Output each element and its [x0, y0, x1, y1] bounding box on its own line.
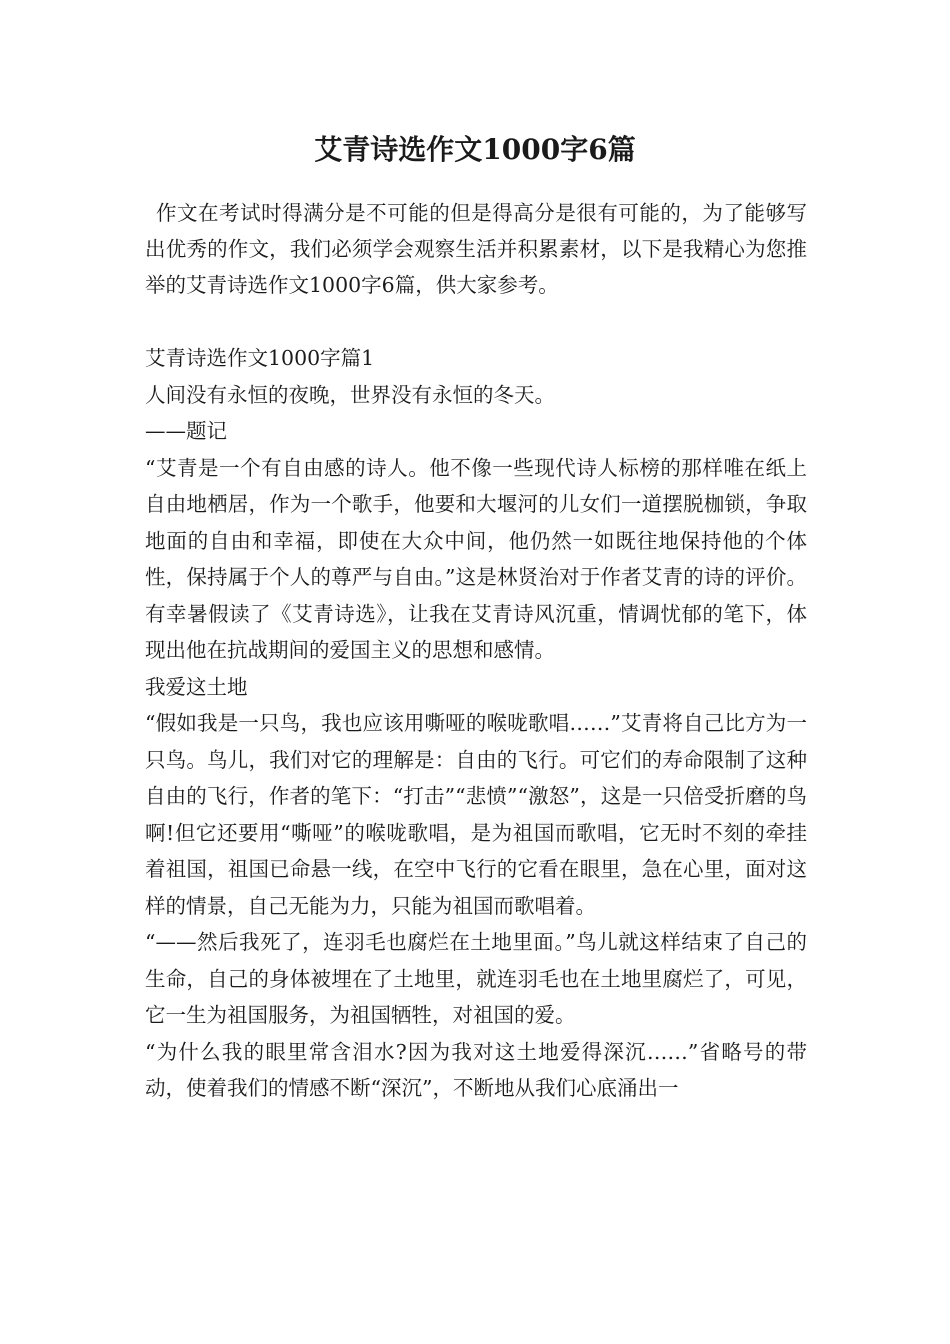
section-heading: 艾青诗选作文1000字篇1: [145, 346, 375, 370]
intro-section: [145, 195, 807, 303]
body-paragraph: “为什么我的眼里常含泪水?因为我对这土地爱得深沉……”省略号的带动，使着我们的情感不断“深沉”，不断地从我们心底涌出一: [145, 1039, 807, 1100]
body-paragraph: “假如我是一只鸟，我也应该用嘶哑的喉咙歌唱……”艾青将自己比方为一只鸟。鸟儿，我们对它的理解是：自由的飞行。可它们的寿命限制了这种自由的飞行，作者的笔下：“打击”“悲愤”“激怒”，这是一只倍受折磨的鸟啊!但它还要用“嘶哑”的喉咙歌唱，是为祖国而歌唱，它无时不刻的牵挂着祖国，祖国已命悬一线，在空中飞行的它看在眼里，急在心里，面对这样的情景，自己无能为力，只能为祖国而歌唱着。: [145, 711, 807, 918]
subheading: 我爱这土地: [145, 674, 248, 699]
body-paragraph: “——然后我死了，连羽毛也腐烂在土地里面。”鸟儿就这样结束了自己的生命，自己的身体被埋在了土地里，就连羽毛也在土地里腐烂了，可见，它一生为祖国服务，为祖国牺牲，对祖国的爱。: [145, 930, 807, 1027]
epigraph-line: 人间没有永恒的夜晚，世界没有永恒的冬天。: [145, 382, 555, 407]
intro-paragraph: 作文在考试时得满分是不可能的但是得高分是很有可能的，为了能够写出优秀的作文，我们必须学会观察生活并积累素材，以下是我精心为您推举的艾青诗选作文1000字6篇，供大家参考。: [145, 201, 807, 297]
document-title: 艾青诗选作文1000字6篇: [314, 133, 636, 166]
body-paragraph: “艾青是一个有自由感的诗人。他不像一些现代诗人标榜的那样唯在纸上自由地栖居，作为一个歌手，他要和大堰河的儿女们一道摆脱枷锁，争取地面的自由和幸福，即使在大众中间，他仍然一如既往地保持他的个体性，保持属于个人的尊严与自由。”这是林贤治对于作者艾青的诗的评价。有幸暑假读了《艾青诗选》，让我在艾青诗风沉重，情调忧郁的笔下，体现出他在抗战期间的爱国主义的思想和感情。: [145, 455, 807, 662]
epigraph-attribution: ——题记: [145, 419, 227, 443]
article-body: [145, 340, 807, 1107]
